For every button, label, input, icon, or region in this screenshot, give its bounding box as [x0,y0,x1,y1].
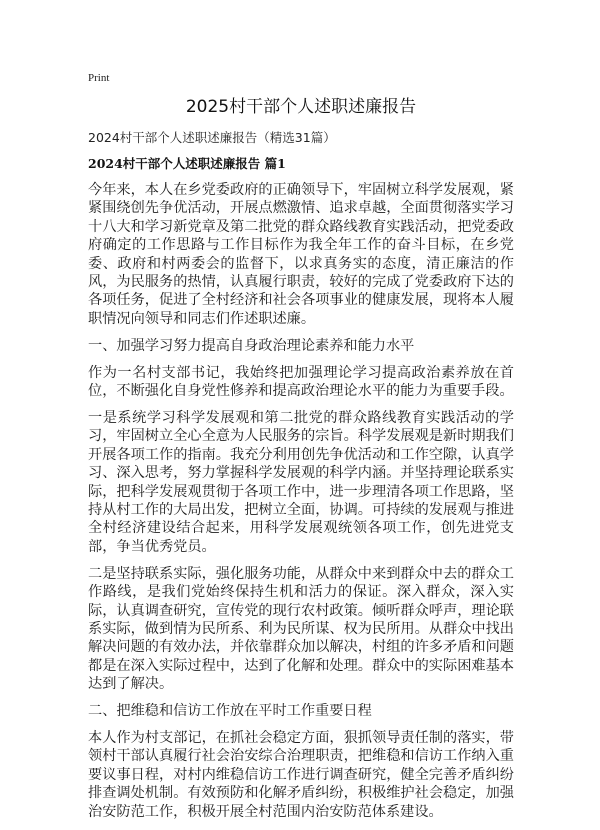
paragraph-study-point-1: 一是系统学习科学发展观和第二批党的群众路线教育实践活动的学习，牢固树立全心全意为人民服务的宗旨。科学发展观是新时期我们开展各项工作的指南。我充分利用创先争优活动和工作空隙，认真学习、深入思考，努力掌握科学发展观的科学内涵。并坚持理论联系实际，把科学发展观贯彻于各项工作中，进一步理清各项工作思路，坚持从村工作的大局出发，把树立全面，协调。可持续的发展观与推进全村经济建设结合起来，用科学发展观统领各项工作，创先进党支部，争当优秀党员。 [88,409,514,555]
paragraph-intro: 今年来，本人在乡党委政府的正确领导下，牢固树立科学发展观，紧紧围绕创先争优活动，开展点燃激情、追求卓越，全面贯彻落实学习十八大和学习新党章及第二批党的群众路线教育实践活动，把党委政府确定的工作思路与工作目标作为我全年工作的奋斗目标，在乡党委、政府和村两委会的监督下，以求真务实的态度，清正廉洁的作风，为民服务的热情，认真履行职责，较好的完成了党委政府下达的各项任务，促进了全村经济和社会各项事业的健康发展，现将本人履职情况向领导和同志们作述职述廉。 [88,182,514,327]
section-title: 2024村干部个人述职述廉报告 篇1 [88,156,286,171]
paragraph-stability: 本人作为村支部记，在抓社会稳定方面，狠抓领导责任制的落实，带领村干部认真履行社会治安综合治理职责，把维稳和信访工作纳入重要议事日程，对村内维稳信访工作进行调查研究，健全完善矛盾纠纷排查调处机制。有效预防和化解矛盾纠纷，积极维护社会稳定，加强治安防范工作，积极开展全村范围内治安防范体系建设。 [88,729,514,820]
document-body [88,181,514,830]
paragraph-study-point-2: 二是坚持联系实际，强化服务功能，从群众中来到群众中去的群众工作路线，是我们党始终保持生机和活力的保证。深入群众，深入实际，认真调查研究，宣传党的现行农村政策。倾听群众呼声，理论联系实际，做到情为民所系、利为民所谋、权为民所用。从群众中找出解决问题的有效办法，并依靠群众加以解决，村组的许多矛盾和问题都是在深入实际过程中，达到了化解和处理。群众中的实际困难基本达到了解决。 [88,565,514,693]
print-link[interactable]: Print [88,72,110,84]
document-title: 2025村干部个人述职述廉报告 [185,97,417,117]
paragraph-study-intro: 作为一名村支部书记，我始终把加强理论学习提高政治素养放在首位，不断强化自身党性修养和提高政治理论水平的能力为重要手段。 [88,364,514,400]
heading-study: 一、加强学习努力提高自身政治理论素养和能力水平 [88,337,415,354]
heading-stability: 二、把维稳和信访工作放在平时工作重要日程 [88,703,372,720]
document-subtitle: 2024村干部个人述职述廉报告（精选31篇） [88,130,336,145]
